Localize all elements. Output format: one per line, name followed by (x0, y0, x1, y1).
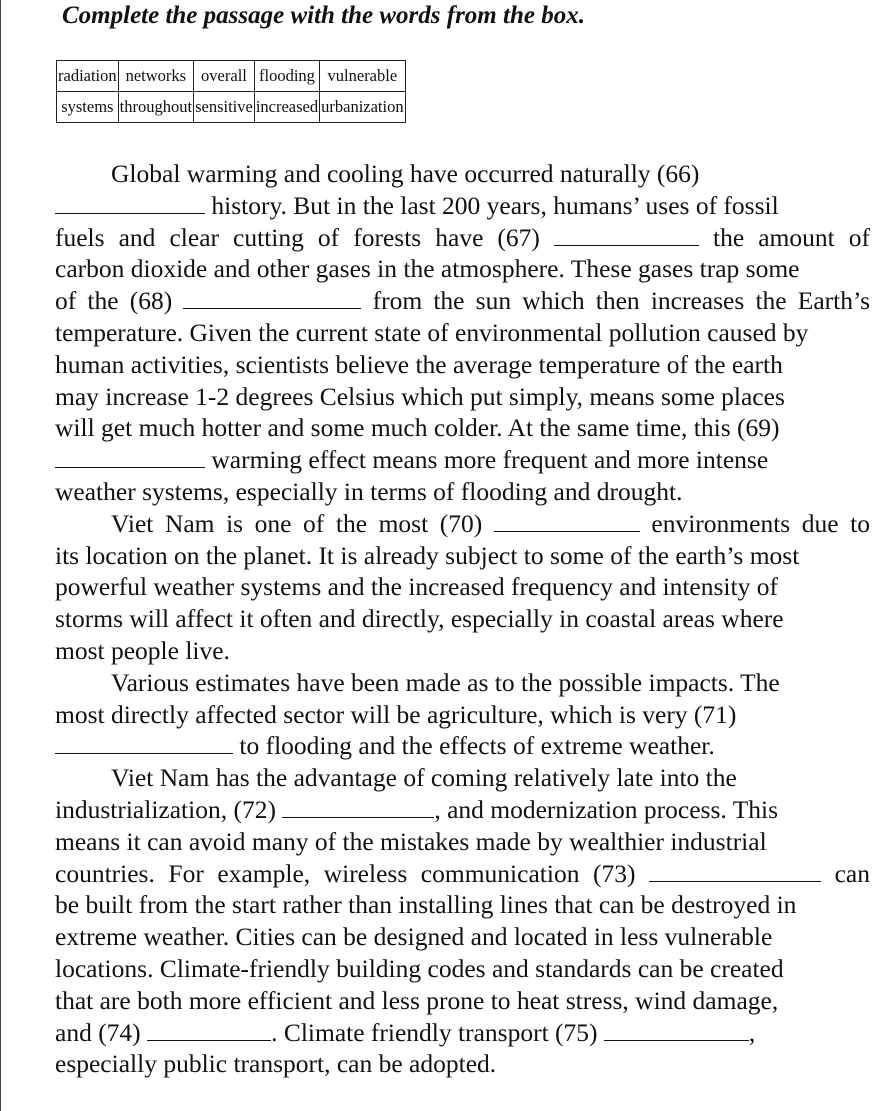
passage-line: Viet Nam has the advantage of coming relatively late into the (111, 763, 737, 793)
passage-line: most directly affected sector will be agriculture, which is very (71) (55, 699, 737, 729)
passage-line: its location on the planet. It is already subject to some of the earth’s most (55, 540, 800, 570)
passage-line: history. But in the last 200 years, humans’ uses of fossil (55, 190, 870, 222)
passage-line: locations. Climate-friendly building codes and standards can be created (55, 953, 784, 983)
word-cell: radiation (57, 61, 119, 92)
word-cell: networks (118, 61, 193, 92)
passage-line: Various estimates have been made as to the possible impacts. The (111, 667, 780, 697)
word-cell: overall (194, 61, 255, 92)
word-cell: increased (254, 92, 319, 123)
passage-line: powerful weather systems and the increased frequency and intensity of (55, 572, 778, 602)
passage-line: warming effect means more frequent and more intense (55, 444, 870, 476)
word-cell: flooding (254, 61, 319, 92)
word-box (56, 60, 406, 123)
blank-70[interactable] (494, 509, 640, 532)
instruction-title: Complete the passage with the words from the box. (62, 2, 585, 29)
passage-line: Global warming and cooling have occurred naturally (66) (111, 159, 700, 188)
word-cell: throughout (118, 92, 193, 123)
passage-line: especially public transport, can be adopted. (55, 1049, 497, 1079)
passage-line: to flooding and the effects of extreme weather. (55, 730, 870, 762)
passage-line: industrialization, (72) , and modernization process. This (55, 794, 779, 824)
blank-67[interactable] (554, 223, 699, 246)
passage-line: temperature. Given the current state of environmental pollution caused by (55, 317, 809, 347)
passage-line: may increase 1-2 degrees Celsius which put simply, means some places (55, 381, 785, 411)
passage-line: storms will affect it often and directly, especially in coastal areas where (55, 604, 784, 634)
passage-line: that are both more efficient and less prone to heat stress, wind damage, (55, 985, 779, 1015)
passage-line: extreme weather. Cities can be designed and located in less vulnerable (55, 922, 773, 952)
blank-68[interactable] (183, 286, 361, 309)
passage-line: will get much hotter and some much colder. At the same time, this (69) (55, 413, 780, 443)
passage-line: human activities, scientists believe the average temperature of the earth (55, 349, 783, 379)
word-cell: vulnerable (320, 61, 405, 92)
left-border-line (0, 0, 1, 1111)
blank-75[interactable] (604, 1018, 749, 1041)
word-box-row (57, 92, 406, 123)
passage (55, 158, 870, 1080)
word-cell: sensitive (194, 92, 255, 123)
blank-72[interactable] (282, 795, 434, 818)
passage-line: carbon dioxide and other gases in the atmosphere. These gases trap some (55, 254, 800, 284)
word-cell: urbanization (320, 92, 405, 123)
blank-73[interactable] (649, 859, 821, 882)
blank-69[interactable] (55, 445, 205, 468)
word-cell: systems (57, 92, 119, 123)
passage-line: of the (68) from the sun which then increases the Earth’s (55, 286, 871, 316)
passage-line: be built from the start rather than installing lines that can be destroyed in (55, 890, 797, 920)
passage-line: countries. For example, wireless communication (73) can (55, 858, 870, 888)
blank-74[interactable] (147, 1018, 271, 1041)
passage-line: Viet Nam is one of the most (70) environments due to (111, 508, 870, 538)
blank-66[interactable] (55, 191, 205, 214)
passage-line: weather systems, especially in terms of flooding and drought. (55, 476, 683, 506)
passage-line: fuels and clear cutting of forests have (67) the amount of (55, 222, 870, 252)
passage-line: most people live. (55, 635, 230, 665)
passage-line: means it can avoid many of the mistakes made by wealthier industrial (55, 826, 767, 856)
word-box-row (57, 61, 406, 92)
passage-line: and (74) . Climate friendly transport (75) , (55, 1017, 756, 1047)
blank-71[interactable] (55, 731, 233, 754)
